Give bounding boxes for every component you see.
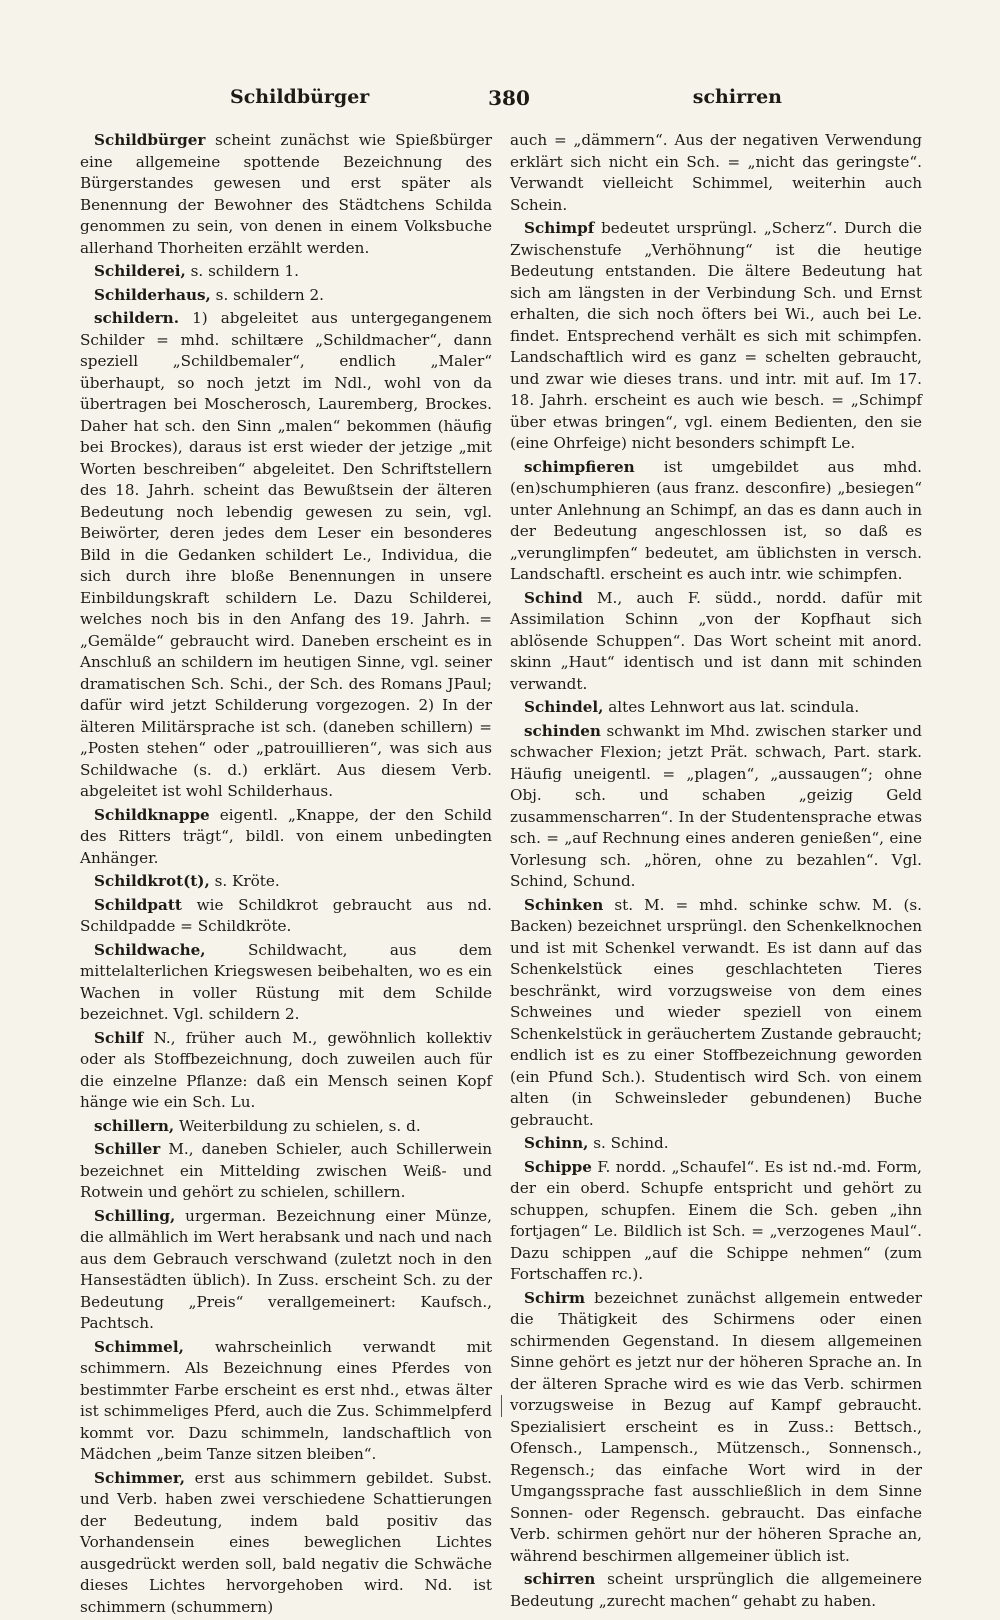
entry-headword: schirren: [524, 1570, 596, 1588]
entry-text: ist umgebildet aus mhd. (en)schumphieren (aus franz. desconfire) „besiegen“ unter Anlehnung an Schimpf, an das es dann auch in der Bedeutung angeschlossen ist, so daß es „verunglimpfen“ bedeutet, am üblichsten in versch. Landschaftl. erscheint es auch intr. wie schimpfen.: [510, 457, 922, 583]
entry-text: erst aus schimmern gebildet. Subst. und Verb. haben zwei verschiedene Schattierungen der Bedeutung, indem bald positiv das Vorhandensein eines beweglichen Lichtes ausgedrückt werden soll, bald negativ die Schwäche dieses Lichtes hervorgehoben wird. Nd. ist schimmern (schummern): [80, 1468, 492, 1616]
dictionary-entry: [80, 940, 492, 1026]
entry-text: s. Kröte.: [209, 872, 280, 890]
entry-headword: Schilf: [94, 1028, 144, 1047]
entry-text: auch = „dämmern“. Aus der negativen Verwendung erklärt sich nicht ein Sch. = „nicht das geringste“. Verwandt vielleicht Schimmel, weiterhin auch Schein.: [510, 131, 922, 214]
entry-text: M., daneben Schieler, auch Schillerwein bezeichnet ein Mittelding zwischen Weiß- und Rotwein und gehört zu schielen, schillern.: [80, 1140, 492, 1201]
entry-text: wie Schildkrot gebraucht aus nd. Schildpadde = Schildkröte.: [80, 895, 492, 935]
entry-text: schwankt im Mhd. zwischen starker und schwacher Flexion; jetzt Prät. schwach, Part. stark. Häufig uneigentl. = „plagen“, „aussaugen“; ohne Obj. sch. und schaben „geizig Geld zusammenscharren“. In der Studentensprache etwas sch. = „auf Rechnung eines anderen genießen“, eine Vorlesung sch. „hören, ohne zu bezahlen“. Vgl. Schind, Schund.: [510, 721, 922, 890]
entry-text: N., früher auch M., gewöhnlich kollektiv oder als Stoffbezeichnung, doch zuweilen auch für die einzelne Pflanze: daß ein Mensch seinen Kopf hänge wie ein Sch. Lu.: [80, 1028, 492, 1111]
entry-text: scheint zunächst wie Spießbürger eine allgemeine spottende Bezeichnung des Bürgerstandes gewesen und erst später als Benennung der Bewohner des Städtchens Schilda genommen zu sein, von denen in einem Volksbuche allerhand Thorheiten erzählt werden.: [80, 131, 492, 257]
dictionary-entry: [510, 457, 922, 586]
entry-headword: Schildpatt: [94, 895, 182, 914]
header-right-catchword: schirren: [692, 86, 782, 108]
dictionary-entry: [80, 285, 492, 307]
dictionary-entry: [80, 895, 492, 938]
dictionary-entry: [80, 805, 492, 870]
entry-headword: Schimmel,: [94, 1337, 184, 1356]
dictionary-entry: [80, 1028, 492, 1114]
dictionary-entry: [80, 1139, 492, 1204]
entry-headword: Schilderei,: [94, 262, 186, 280]
dictionary-entry: [510, 721, 922, 893]
page-number: 380: [488, 86, 530, 110]
entry-text: urgerman. Bezeichnung einer Münze, die allmählich im Wert herabsank und nach und nach aus dem Gebrauch verschwand (zuletzt noch in den Hansestädten üblich). In Zuss. erscheint Sch. zu der Bedeutung „Preis“ verallgemeinert: Kaufsch., Pachtsch.: [80, 1206, 492, 1332]
dictionary-entry: [80, 1116, 492, 1138]
dictionary-entry: [80, 871, 492, 893]
entry-headword: Schimmer,: [94, 1468, 186, 1487]
entry-headword: Schiller: [94, 1140, 161, 1158]
entry-text: 1) abgeleitet aus untergegangenem Schilder = mhd. schiltære „Schildmacher“, dann speziell „Schildbemaler“, endlich „Maler“ überhaupt, so noch jetzt im Ndl., wohl von da übertragen bei Moscherosch, Lauremberg, Brockes. Daher hat sch. den Sinn „malen“ bekommen (häufig bei Brockes), daraus ist erst wieder der jetzige „mit Worten beschreiben“ abgeleitet. Den Schriftstellern des 18. Jahrh. scheint das Bewußtsein der älteren Bedeutung noch lebendig gewesen zu sein, vgl. Beiwörter, deren jedes dem Leser ein besonderes Bild in die Gedanken schildert Le., Individua, die sich durch ihre bloße Benennungen in unsere Einbildungskraft schildern Le. Dazu Schilderei, welches noch bis in den Anfang des 19. Jahrh. = „Gemälde“ gebraucht wird. Daneben erscheint es in Anschluß an schildern im heutigen Sinne, vgl. seiner dramatischen Sch. Schi., der Sch. des Romans JPaul; dafür wird jetzt Schilderung vorgezogen. 2) In der älteren Militärsprache ist sch. (daneben schillern) = „Posten stehen“ oder „patrouillieren“, was sich aus Schildwache (s. d.) erklärt. Aus diesem Verb. abgeleitet ist wohl Schilderhaus.: [80, 309, 492, 800]
entry-headword: schildern.: [94, 309, 179, 327]
entry-headword: Schilderhaus,: [94, 285, 211, 304]
dictionary-entry: [510, 1157, 922, 1286]
dictionary-entry: [80, 1337, 492, 1466]
dictionary-entry: [510, 697, 922, 719]
entry-headword: Schildbürger: [94, 131, 206, 149]
dictionary-entry: [510, 588, 922, 696]
dictionary-entry: [510, 218, 922, 455]
entry-headword: Schildknappe: [94, 805, 210, 824]
running-header: [86, 86, 932, 120]
dictionary-entry: [510, 1288, 922, 1568]
entry-text: Schildwacht, aus dem mittelalterlichen Kriegswesen beibehalten, wo es ein Wachen in voller Rüstung mit dem Schilde bezeichnet. Vgl. schildern 2.: [80, 940, 492, 1023]
entry-headword: schimpfieren: [524, 457, 635, 476]
entry-headword: schillern,: [94, 1116, 175, 1135]
dictionary-entry: [510, 1133, 922, 1155]
entry-headword: Schippe: [524, 1157, 592, 1176]
entry-headword: Schilling,: [94, 1206, 176, 1225]
left-column: [80, 130, 492, 1620]
entry-text: altes Lehnwort aus lat. scindula.: [603, 698, 860, 716]
dictionary-entry: [510, 895, 922, 1132]
entry-text: eigentl. „Knappe, der den Schild des Ritters trägt“, bildl. von einem unbedingten Anhänger.: [80, 805, 492, 867]
entry-text: s. Schind.: [588, 1134, 669, 1152]
dictionary-entry: [80, 308, 492, 803]
dictionary-entry: [80, 261, 492, 283]
right-column: [510, 130, 922, 1614]
dictionary-entry: [80, 1468, 492, 1619]
entry-text: wahrscheinlich verwandt mit schimmern. Als Bezeichnung eines Pferdes von bestimmter Farbe erscheint es erst nhd., etwas älter ist schimmeliges Pferd, auch die Zus. Schimmelpferd kommt vor. Dazu schimmeln, landschaftlich von Mädchen „beim Tanze sitzen bleiben“.: [80, 1337, 492, 1463]
entry-text: s. schildern 2.: [210, 285, 324, 304]
entry-headword: Schinn,: [524, 1134, 589, 1152]
entry-headword: Schildwache,: [94, 940, 206, 959]
entry-text: F. nordd. „Schaufel“. Es ist nd.-md. Form, der ein oberd. Schupfe entspricht und gehört zu schuppen, schupfen. Einem die Sch. geben „ihn fortjagen“ Le. Bildlich ist Sch. = „verzogenes Maul“. Dazu schippen „auf die Schippe nehmen“ (zum Fortschaffen rc.).: [510, 1157, 922, 1283]
entry-headword: Schildkrot(t),: [94, 872, 210, 890]
entry-headword: Schindel,: [524, 698, 604, 716]
entry-headword: schinden: [524, 721, 601, 740]
dictionary-entry: [80, 1206, 492, 1335]
entry-text: bezeichnet zunächst allgemein entweder die Thätigkeit des Schirmens oder einen schirmenden Gegenstand. In diesem allgemeinen Sinne gehört es jetzt nur der höheren Sprache an. In der älteren Sprache wird es wie das Verb. schirmen vorzugsweise in Bezug auf Kampf gebraucht. Spezialisiert erscheint es in Zuss.: Bettsch., Ofensch., Lampensch., Mützensch., Sonnensch., Regensch.; das einfache Wort wird in der Umgangssprache fast ausschließlich in dem Sinne Sonnen- oder Regensch. gebraucht. Das einfache Verb. schirmen gehört nur der höheren Sprache an, während beschirmen allgemeiner üblich ist.: [510, 1288, 922, 1565]
entry-text: st. M. = mhd. schinke schw. M. (s. Backen) bezeichnet ursprüngl. den Schenkelknochen und ist mit Schenkel verwandt. Es ist dann auf das Schenkelstück eines geschlachteten Tieres beschränkt, wird vorzugsweise von dem eines Schweines und wieder speziell von einem Schenkelstück in geräuchertem Zustande gebraucht; endlich ist es zu einer Stoffbezeichnung geworden (ein Pfund Sch.). Studentisch wird Sch. von einem alten (in Schweinsleder gebundenen) Buche gebraucht.: [510, 895, 922, 1129]
header-left-catchword: Schildbürger: [230, 86, 370, 108]
dictionary-entry: [80, 130, 492, 259]
entry-headword: Schind: [524, 588, 583, 607]
entry-text: s. schildern 1.: [185, 262, 299, 280]
column-divider: [501, 1395, 502, 1417]
entry-text: bedeutet ursprüngl. „Scherz“. Durch die Zwischenstufe „Verhöhnung“ ist die heutige Bedeutung entstanden. Die ältere Bedeutung hat sich am längsten in der Verbindung Sch. und Ernst erhalten, die sich noch öfters bei Wi., auch bei Le. findet. Entsprechend verhält es sich mit schimpfen. Landschaftlich wird es ganz = schelten gebraucht, und zwar wie dieses trans. und intr. mit auf. Im 17. 18. Jahrh. erscheint es auch wie besch. = „Schimpf über etwas bringen“, vgl. einem Bedienten, den sie (eine Ohrfeige) nicht besonders schimpft Le.: [510, 219, 922, 452]
entry-headword: Schirm: [524, 1288, 586, 1307]
entry-text: scheint ursprünglich die allgemeinere Bedeutung „zurecht machen“ gehabt zu haben.: [510, 1570, 922, 1610]
entry-text: M., auch F. südd., nordd. dafür mit Assimilation Schinn „von der Kopfhaut sich ablösende Schuppen“. Das Wort scheint mit anord. skinn „Haut“ identisch und ist dann mit schinden verwandt.: [510, 588, 922, 693]
entry-text: Weiterbildung zu schielen, s. d.: [174, 1116, 421, 1135]
entry-headword: Schimpf: [524, 219, 595, 237]
dictionary-entry: [510, 130, 922, 216]
entry-headword: Schinken: [524, 895, 604, 914]
dictionary-entry: [510, 1569, 922, 1612]
